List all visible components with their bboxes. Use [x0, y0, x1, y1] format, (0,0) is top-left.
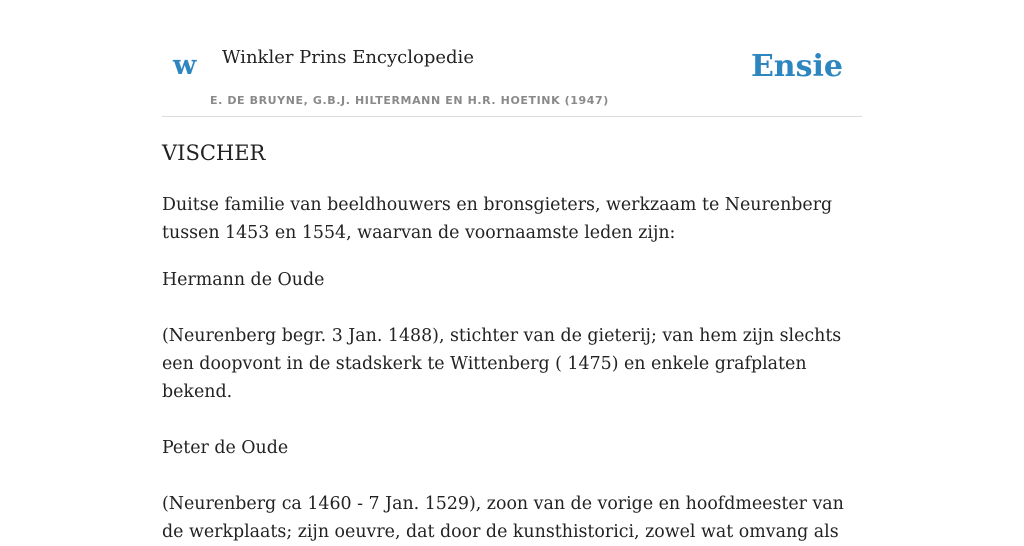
article-subheading-hermann: Hermann de Oude: [162, 270, 325, 291]
article-subheading-peter: Peter de Oude: [162, 438, 289, 459]
article-paragraph-intro: Duitse familie van beeldhouwers en bronsgieters, werkzaam te Neurenberg tussen 1453 en 1554, waarvan de voornaamste leden zijn:: [162, 195, 833, 244]
article-title: VISCHER: [162, 141, 266, 165]
article: [162, 140, 862, 546]
brand-logo-ensie[interactable]: Ensie: [750, 49, 843, 84]
authors-line: E. DE BRUYNE, G.B.J. HILTERMANN EN H.R. HOETINK (1947): [210, 94, 609, 107]
book-title[interactable]: Winkler Prins Encyclopedie: [222, 47, 474, 68]
article-paragraph-hermann: (Neurenberg begr. 3 Jan. 1488), stichter van de gieterij; van hem zijn slechts een doopvont in de stadskerk te Wittenberg ( 1475) en enkele grafplaten bekend.: [162, 326, 842, 403]
site-header: [162, 36, 862, 117]
article-paragraph-peter: (Neurenberg ca 1460 - 7 Jan. 1529), zoon van de vorige en hoofdmeester van de werkplaats; zijn oeuvre, dat door de kunsthistorici, zowel wat omvang als: [162, 494, 844, 543]
site-logo-w[interactable]: w: [173, 50, 197, 81]
